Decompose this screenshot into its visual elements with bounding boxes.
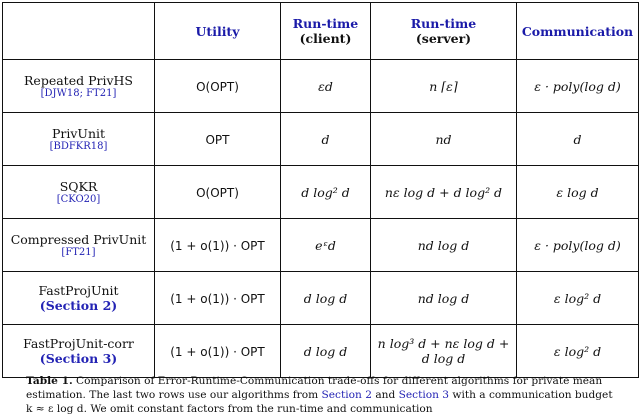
client-runtime-cell: d log d [281, 325, 371, 378]
client-runtime-cell: εd [281, 60, 371, 113]
header-row [3, 3, 639, 60]
utility-cell: (1 + o(1)) · OPT [155, 219, 281, 272]
utility-cell: O(OPT) [155, 60, 281, 113]
citation-link[interactable]: [DJW18; FT21] [40, 88, 117, 99]
section-3-link[interactable]: Section 3 [398, 389, 450, 401]
utility-cell: (1 + o(1)) · OPT [155, 272, 281, 325]
algorithm-cell [3, 166, 155, 219]
header-runtime-server: Run-time (server) [371, 3, 517, 60]
client-runtime-cell: d log d [281, 272, 371, 325]
algorithm-cell [3, 113, 155, 166]
server-runtime-cell: nd log d [371, 272, 517, 325]
citation-link[interactable]: [FT21] [61, 247, 96, 258]
algorithm-cell [3, 219, 155, 272]
header-utility: Utility [155, 3, 281, 60]
section-link[interactable]: (Section 2) [39, 298, 118, 313]
algorithm-name: Compressed PrivUnit [10, 232, 147, 247]
client-runtime-cell: eᵋd [281, 219, 371, 272]
header-runtime-client: Run-time (client) [281, 3, 371, 60]
header-algorithm [3, 3, 155, 60]
table-row [3, 60, 639, 113]
server-runtime-cell: nd log d [371, 219, 517, 272]
comparison-table [2, 2, 639, 378]
server-runtime-cell: n ⌈ε⌉ [371, 60, 517, 113]
caption-text: and [371, 389, 399, 401]
communication-cell: d [517, 113, 639, 166]
table-row [3, 113, 639, 166]
caption-text: with a communication budget k ≈ ε log d. We omit constant factors from the run-time and communication [26, 389, 613, 415]
section-link[interactable]: (Section 3) [39, 351, 118, 366]
table-caption [26, 374, 616, 416]
caption-label: Table 1. [26, 375, 73, 387]
section-2-link[interactable]: Section 2 [321, 389, 372, 401]
citation-link[interactable]: [CKO20] [56, 194, 101, 205]
table-row [3, 272, 639, 325]
algorithm-name: Repeated PrivHS [24, 73, 133, 88]
table-row [3, 219, 639, 272]
table-row [3, 166, 639, 219]
algorithm-name: FastProjUnit-corr [23, 336, 134, 351]
citation-link[interactable]: [BDFKR18] [49, 141, 108, 152]
utility-cell: O(OPT) [155, 166, 281, 219]
caption-text: Comparison of Error-Runtime-Communication trade-offs for different algorithms for private mean estimation. The last two rows use our algorithms from [26, 375, 603, 401]
server-runtime-cell: nd [371, 113, 517, 166]
algorithm-cell [3, 60, 155, 113]
communication-cell: ε log² d [517, 325, 639, 378]
client-runtime-cell: d log² d [281, 166, 371, 219]
table-row [3, 325, 639, 378]
client-runtime-cell: d [281, 113, 371, 166]
communication-cell: ε log d [517, 166, 639, 219]
utility-cell: OPT [155, 113, 281, 166]
server-runtime-cell: n log³ d + nε log d + d log d [371, 325, 517, 378]
algorithm-cell [3, 325, 155, 378]
utility-cell: (1 + o(1)) · OPT [155, 325, 281, 378]
algorithm-name: PrivUnit [51, 126, 106, 141]
server-runtime-cell: nε log d + d log² d [371, 166, 517, 219]
algorithm-cell [3, 272, 155, 325]
communication-cell: ε log² d [517, 272, 639, 325]
header-communication: Communication [517, 3, 639, 60]
communication-cell: ε · poly(log d) [517, 60, 639, 113]
algorithm-name: FastProjUnit [38, 283, 119, 298]
algorithm-name: SQKR [59, 179, 98, 194]
communication-cell: ε · poly(log d) [517, 219, 639, 272]
